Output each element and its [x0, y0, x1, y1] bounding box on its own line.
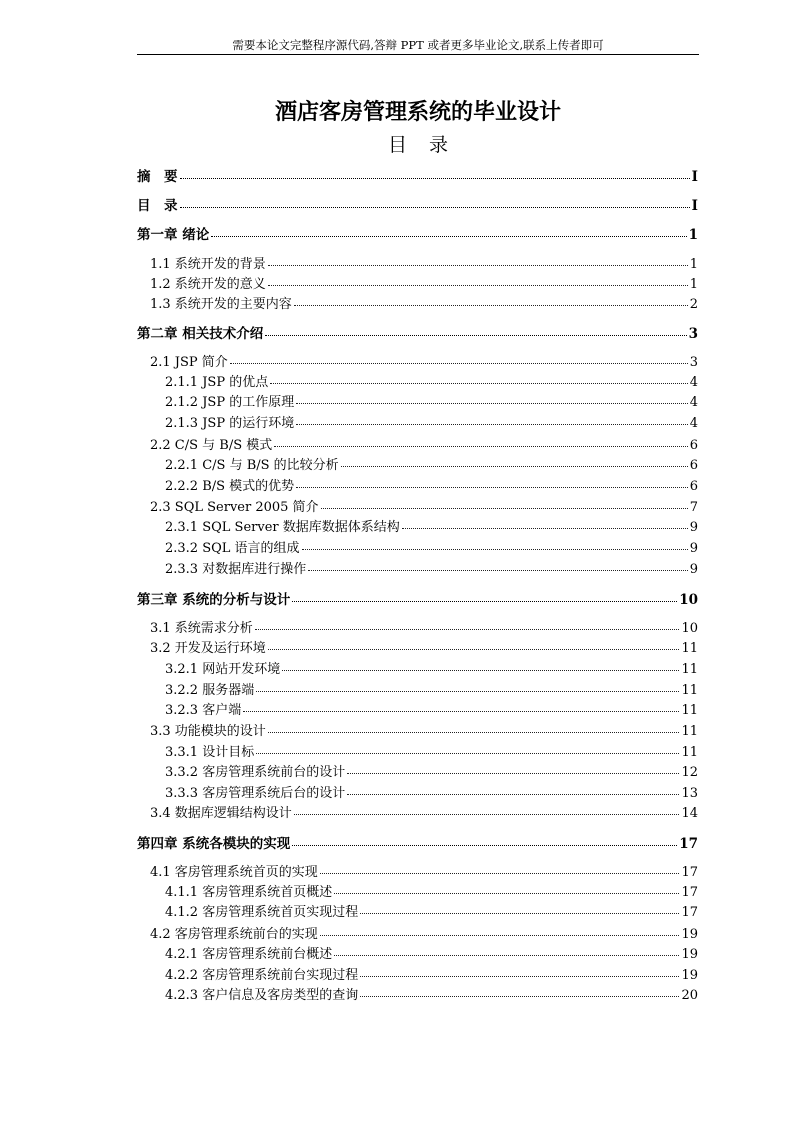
toc-dot-leader [270, 383, 688, 384]
toc-dot-leader [180, 207, 690, 208]
toc-dot-leader [211, 236, 686, 237]
toc-dot-leader [296, 424, 688, 425]
toc-dot-leader [243, 711, 679, 712]
toc-dot-leader [256, 691, 679, 692]
toc-dot-leader [256, 753, 679, 754]
toc-page-number: I [691, 169, 698, 185]
toc-entry-label: 2.1 JSP 简介 [150, 355, 228, 370]
toc-page-number: 11 [681, 724, 698, 739]
toc-entry-label: 2.2 C/S 与 B/S 模式 [150, 438, 273, 453]
toc-dot-leader [294, 305, 688, 306]
toc-entry-label: 4.1 客房管理系统首页的实现 [150, 865, 318, 880]
toc-dot-leader [230, 363, 688, 364]
toc-section-entry [150, 500, 698, 516]
toc-page-number: 17 [681, 885, 698, 900]
toc-page-number: 19 [681, 968, 698, 983]
toc-dot-leader [302, 549, 688, 550]
toc-page-number: 19 [681, 947, 698, 962]
toc-entry-label: 3.2.1 网站开发环境 [165, 662, 281, 677]
toc-dot-leader [265, 335, 686, 336]
toc-dot-leader [320, 873, 680, 874]
toc-section-entry [150, 724, 698, 740]
toc-section-entry [165, 885, 698, 901]
toc-page-number: 11 [681, 641, 698, 656]
toc-entry-label: 1.1 系统开发的背景 [150, 257, 266, 272]
toc-page-number: 9 [689, 520, 698, 535]
toc-dot-leader [274, 446, 687, 447]
toc-dot-leader [268, 732, 680, 733]
toc-dot-leader [347, 794, 679, 795]
toc-entry-label: 3.3.3 客房管理系统后台的设计 [165, 786, 346, 801]
toc-chapter-entry [137, 836, 698, 852]
toc-section-entry [165, 541, 698, 557]
toc-entry-label: 4.2.1 客房管理系统前台概述 [165, 947, 333, 962]
toc-entry-label: 2.2.2 B/S 模式的优势 [165, 479, 295, 494]
toc-section-entry [150, 927, 698, 943]
toc-page-number: 1 [689, 277, 698, 292]
toc-entry-label: 第四章 系统各模块的实现 [137, 836, 291, 852]
toc-section-entry [165, 479, 698, 495]
toc-page-number: 10 [679, 592, 698, 608]
toc-entry-label: 第一章 绪论 [137, 227, 210, 243]
toc-page-number: 2 [689, 297, 698, 312]
toc-entry-label: 1.2 系统开发的意义 [150, 277, 266, 292]
toc-entry-label: 第二章 相关技术介绍 [137, 326, 264, 342]
toc-entry-label: 2.2.1 C/S 与 B/S 的比较分析 [165, 458, 339, 473]
toc-section-entry [165, 786, 698, 802]
toc-dot-leader [180, 178, 690, 179]
toc-entry-label: 3.3.2 客房管理系统前台的设计 [165, 765, 346, 780]
toc-page-number: 10 [681, 621, 698, 636]
toc-entry-label: 3.1 系统需求分析 [150, 621, 253, 636]
toc-chapter-entry [137, 326, 698, 342]
toc-dot-leader [334, 893, 679, 894]
toc-section-entry [165, 416, 698, 432]
toc-dot-leader [268, 649, 680, 650]
toc-section-entry [150, 257, 698, 273]
toc-entry-label: 2.1.1 JSP 的优点 [165, 375, 269, 390]
toc-entry-label: 摘 要 [137, 169, 178, 185]
toc-section-entry [150, 641, 698, 657]
toc-entry-label: 2.3.1 SQL Server 数据库数据体系结构 [165, 520, 400, 535]
toc-dot-leader [321, 508, 688, 509]
toc-page-number: 3 [689, 355, 698, 370]
toc-section-entry [165, 968, 698, 984]
toc-entry-label: 目 录 [137, 198, 178, 214]
toc-heading: 目录 [387, 134, 470, 156]
toc-page-number: 4 [689, 416, 698, 431]
toc-page-number: 11 [681, 683, 698, 698]
toc-dot-leader [292, 601, 677, 602]
toc-entry-label: 3.2.3 客户端 [165, 703, 242, 718]
toc-entry-label: 2.3 SQL Server 2005 简介 [150, 500, 319, 515]
toc-page-number: 1 [688, 227, 698, 243]
document-title: 酒店客房管理系统的毕业设计 [274, 100, 561, 125]
toc-dot-leader [296, 403, 688, 404]
toc-dot-leader [334, 955, 679, 956]
toc-section-entry [150, 438, 698, 454]
toc-dot-leader [268, 285, 688, 286]
toc-chapter-entry [137, 198, 698, 214]
toc-page-number: 4 [689, 375, 698, 390]
toc-page-number: 17 [679, 836, 698, 852]
toc-page-number: I [691, 198, 698, 214]
toc-section-entry [165, 458, 698, 474]
toc-dot-leader [341, 466, 688, 467]
toc-dot-leader [292, 845, 677, 846]
toc-section-entry [165, 745, 698, 761]
toc-dot-leader [308, 570, 688, 571]
toc-chapter-entry [137, 592, 698, 608]
toc-dot-leader [320, 935, 680, 936]
toc-dot-leader [360, 996, 679, 997]
toc-section-entry [165, 683, 698, 699]
toc-page-number: 4 [689, 395, 698, 410]
toc-section-entry [165, 520, 698, 536]
toc-dot-leader [402, 528, 688, 529]
toc-page-number: 11 [681, 662, 698, 677]
toc-chapter-entry [137, 227, 698, 243]
toc-entry-label: 4.2.2 客房管理系统前台实现过程 [165, 968, 359, 983]
toc-entry-label: 1.3 系统开发的主要内容 [150, 297, 292, 312]
toc-page-number: 6 [689, 458, 698, 473]
toc-section-entry [165, 988, 698, 1004]
toc-entry-label: 第三章 系统的分析与设计 [137, 592, 291, 608]
toc-entry-label: 3.3 功能模块的设计 [150, 724, 266, 739]
toc-entry-label: 4.2 客房管理系统前台的实现 [150, 927, 318, 942]
toc-entry-label: 4.1.2 客房管理系统首页实现过程 [165, 905, 359, 920]
toc-page-number: 6 [689, 438, 698, 453]
toc-section-entry [150, 621, 698, 637]
toc-page-number: 17 [681, 905, 698, 920]
toc-entry-label: 4.1.1 客房管理系统首页概述 [165, 885, 333, 900]
toc-page-number: 14 [681, 806, 698, 821]
toc-section-entry [165, 765, 698, 781]
toc-entry-label: 4.2.3 客户信息及客房类型的查询 [165, 988, 359, 1003]
toc-page-number: 19 [681, 927, 698, 942]
toc-entry-label: 2.1.2 JSP 的工作原理 [165, 395, 295, 410]
toc-page-number: 9 [689, 562, 698, 577]
toc-dot-leader [360, 913, 679, 914]
toc-section-entry [165, 395, 698, 411]
toc-page-number: 7 [689, 500, 698, 515]
toc-entry-label: 2.3.2 SQL 语言的组成 [165, 541, 300, 556]
toc-page-number: 13 [681, 786, 698, 801]
toc-entry-label: 3.2 开发及运行环境 [150, 641, 266, 656]
toc-dot-leader [255, 629, 680, 630]
toc-page-number: 20 [681, 988, 698, 1003]
toc-section-entry [165, 947, 698, 963]
toc-dot-leader [268, 265, 688, 266]
toc-entry-label: 2.3.3 对数据库进行操作 [165, 562, 307, 577]
toc-section-entry [150, 865, 698, 881]
toc-dot-leader [360, 976, 679, 977]
toc-page-number: 6 [689, 479, 698, 494]
toc-chapter-entry [137, 169, 698, 185]
toc-entry-label: 2.1.3 JSP 的运行环境 [165, 416, 295, 431]
toc-section-entry [165, 562, 698, 578]
toc-entry-label: 3.2.2 服务器端 [165, 683, 255, 698]
toc-section-entry [165, 905, 698, 921]
toc-dot-leader [296, 487, 688, 488]
toc-dot-leader [282, 670, 679, 671]
toc-section-entry [165, 662, 698, 678]
toc-section-entry [165, 703, 698, 719]
toc-page-number: 9 [689, 541, 698, 556]
toc-page-number: 3 [688, 326, 698, 342]
toc-page-number: 12 [681, 765, 698, 780]
toc-entry-label: 3.4 数据库逻辑结构设计 [150, 806, 292, 821]
toc-dot-leader [347, 773, 679, 774]
toc-section-entry [150, 277, 698, 293]
toc-page-number: 1 [689, 257, 698, 272]
toc-entry-label: 3.3.1 设计目标 [165, 745, 255, 760]
page-header: 需要本论文完整程序源代码,答辩 PPT 或者更多毕业论文,联系上传者即可 [232, 38, 604, 52]
toc-section-entry [150, 297, 698, 313]
toc-dot-leader [294, 814, 680, 815]
toc-page-number: 17 [681, 865, 698, 880]
toc-section-entry [165, 375, 698, 391]
toc-section-entry [150, 806, 698, 822]
toc-section-entry [150, 355, 698, 371]
toc-page-number: 11 [681, 703, 698, 718]
toc-page-number: 11 [681, 745, 698, 760]
